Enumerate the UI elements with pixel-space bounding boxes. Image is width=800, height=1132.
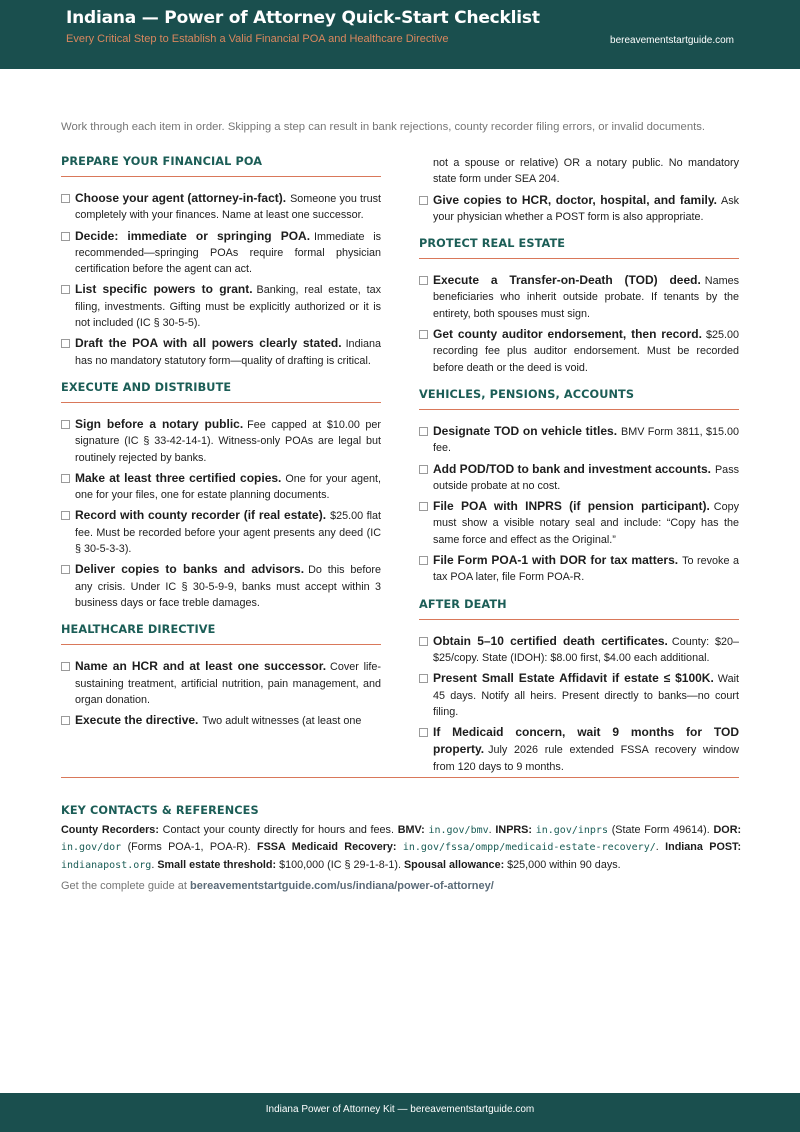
financial-items [61,190,381,369]
dor-label: DOR: [713,824,742,836]
checklist-item-title: Get county auditor endorsement, then record. [433,327,702,342]
checklist-item [419,272,739,322]
small-estate-text: $100,000 (IC § 29-1-8-1). [279,858,401,871]
spousal-label: Spousal allowance: [403,858,505,871]
section-heading-healthcare: HEALTHCARE DIRECTIVE [61,623,381,645]
checklist-item-description: Copy must show a visible notary seal and include: “Copy has the same force and effect as the Original.” [433,501,739,546]
after-death-items [419,633,739,775]
post-label: Indiana POST: [665,841,742,854]
bmv-label: BMV: [397,824,425,836]
section-heading-real-estate: PROTECT REAL ESTATE [419,237,739,259]
checklist-item [61,712,381,729]
checklist-item-description: Wait 45 days. Notify all heirs. Present directly to banks—no court filing. [433,673,739,718]
page-subtitle: Every Critical Step to Establish a Valid Financial POA and Healthcare Directive [66,33,449,45]
checklist-item [61,507,381,557]
section-divider [61,777,739,778]
checkbox-icon[interactable] [419,556,428,565]
checkbox-icon[interactable] [61,662,70,671]
checklist-item-title: Make at least three certified copies. [75,470,282,485]
checklist-item-description: BMV Form 3811, $15.00 fee. [433,425,740,455]
real-estate-items [419,272,739,376]
checklist-item-title: Execute the directive. [75,713,199,728]
checklist-item [419,724,739,775]
small-estate-label: Small estate threshold: [157,858,277,871]
contacts-text: County Recorders: Contact your county directly for hours and fees. BMV: in.gov/bmv. INPRS: in.gov/inprs (State Form 49614). DOR: in.gov/dor (Forms POA-1, POA-R). FSSA Medicaid Recovery: in.gov/fssa/ompp/medicaid-estate-recovery/. Indiana POST: indianapost.org. Small estate threshold: $100,000 (IC § 29-1-8-1). Spousal allowance: $25,000 within 90 days. [61,824,742,871]
checklist-item-title: Present Small Estate Affidavit if estate ≤ $100K. [433,671,714,686]
checkbox-icon[interactable] [61,339,70,348]
fssa-link[interactable]: in.gov/fssa/ompp/medicaid-estate-recovery/ [402,842,656,854]
checklist-item-description: One for your agent, one for your files, one for estate planning documents. [75,472,381,502]
checklist-item [419,423,739,457]
checkbox-icon[interactable] [419,427,428,436]
guide-line [61,880,741,892]
header-site-link[interactable]: bereavementstartguide.com [610,35,734,46]
checkbox-icon[interactable] [419,674,428,683]
page-footer: Indiana Power of Attorney Kit — bereavementstartguide.com [0,1093,800,1132]
checklist-item-description: Ask your physician whether a POST form is also appropriate. [433,194,739,223]
section-heading-vehicles: VEHICLES, PENSIONS, ACCOUNTS [419,388,739,410]
checkbox-icon[interactable] [61,232,70,241]
execute-items [61,416,381,611]
checklist-item-description: $25.00 flat fee. Must be recorded before your agent presents any deed (IC § 30-5-3-3). [75,510,381,556]
checkbox-icon[interactable] [61,420,70,429]
checklist-item-description: July 2026 rule extended FSSA recovery window from 120 days to 9 months. [433,744,739,773]
checklist-item [61,335,381,369]
bmv-link[interactable]: in.gov/bmv [428,825,489,836]
checklist-item-title: Add POD/TOD to bank and investment accounts. [433,461,711,476]
checklist-item-title: Name an HCR and at least one successor. [75,659,327,674]
page-header [0,0,800,69]
checklist-item [419,498,739,548]
checklist-item [61,281,381,331]
contacts-section [61,804,741,892]
checklist-item-description: Banking, real estate, tax filing, investments. Gifting must be explicitly authorized or it is not included (IC § 30-5-5). [75,284,381,330]
checklist-item-title: Record with county recorder (if real estate). [75,508,327,523]
checklist-item-title: Give copies to HCR, doctor, hospital, and family. [433,192,717,207]
checkbox-icon[interactable] [61,194,70,203]
checklist-item-title: File POA with INPRS (if pension participant). [433,499,710,514]
checklist-item-title: Execute a Transfer-on-Death (TOD) deed. [433,273,701,288]
inprs-label: INPRS: [495,824,532,836]
section-heading-after-death: AFTER DEATH [419,598,739,620]
checklist-item [61,228,381,278]
checklist-item [61,416,381,466]
checklist-item [61,470,381,504]
checklist-item-title: If Medicaid concern, wait 9 months for TOD property. [433,725,739,757]
left-column [61,155,381,733]
vehicles-items [419,423,739,586]
county-text: Contact your county directly for hours and fees. [162,824,394,836]
spousal-text: $25,000 within 90 days. [507,858,621,871]
checkbox-icon[interactable] [61,474,70,483]
checkbox-icon[interactable] [61,716,70,725]
checkbox-icon[interactable] [61,565,70,574]
checklist-item-description: Cover life-sustaining treatment, artificial nutrition, pain management, and organ donation. [75,661,381,706]
checklist-item [61,561,381,611]
checklist-item-description: $25.00 recording fee plus auditor endorsement. Must be recorded before death or the deed is void. [433,329,739,374]
checklist-item-title: Decide: immediate or springing POA. [75,228,311,243]
checkbox-icon[interactable] [61,511,70,520]
checkbox-icon[interactable] [419,196,428,205]
checklist-item [419,192,739,226]
fssa-label: FSSA Medicaid Recovery: [257,841,397,854]
checklist-item [419,633,739,667]
checklist-item-title: Choose your agent (attorney-in-fact). [75,191,287,205]
checklist-item [419,461,739,495]
dor-link[interactable]: in.gov/dor [61,842,122,854]
checkbox-icon[interactable] [419,728,428,737]
checkbox-icon[interactable] [419,465,428,474]
checklist-item-title: Draft the POA with all powers clearly stated. [75,336,342,351]
checkbox-icon[interactable] [419,502,428,511]
checklist-item [61,658,381,708]
checklist-item [419,670,739,720]
checklist-item-title: Sign before a notary public. [75,416,244,431]
checklist-item-description: Two adult witnesses (at least one [202,715,362,728]
healthcare-items-after [419,192,739,226]
checklist-item [61,190,381,224]
checklist-item-description: Names beneficiaries who inherit outside probate. If tenants by the entirety, both spouses must sign. [433,275,739,320]
contacts-heading: KEY CONTACTS & REFERENCES [61,804,259,817]
healthcare-items [61,658,381,729]
checkbox-icon[interactable] [419,276,428,285]
inprs-note: (State Form 49614). [611,824,710,836]
checklist-item-title: File Form POA-1 with DOR for tax matters. [433,553,679,568]
checklist-item-description: Do this before any crisis. Under IC § 30-5-9-9, banks must accept within 3 business days or face treble damages. [75,564,382,609]
checklist-item-title: Obtain 5–10 certified death certificates. [433,633,668,648]
checklist-item [419,326,739,376]
intro-text: Work through each item in order. Skipping a step can result in bank rejections, county recorder filing errors, or invalid documents. [61,121,706,133]
section-heading-execute: EXECUTE AND DISTRIBUTE [61,381,381,403]
checklist-item-description: Pass outside probate at no cost. [433,463,739,492]
checklist-item-description: Indiana has no mandatory statutory form—quality of drafting is critical. [75,338,381,367]
checklist-item-description: Someone you trust completely with your finances. Name at least one successor. [75,193,381,222]
checkbox-icon[interactable] [61,285,70,294]
checklist-item-title: List specific powers to grant. [75,282,253,297]
checklist-item-title: Designate TOD on vehicle titles. [433,423,618,438]
checklist-item [419,552,739,586]
county-label: County Recorders: [61,824,159,836]
checkbox-icon[interactable] [419,330,428,339]
checklist-item-description: Fee capped at $10.00 per signature (IC § 33-42-14-1). Witness-only POAs are legal but routinely rejected by banks. [75,418,381,464]
guide-link[interactable]: bereavementstartguide.com/us/indiana/power-of-attorney/ [190,879,494,892]
checkbox-icon[interactable] [419,637,428,646]
checklist-item-description: To revoke a tax POA later, file Form POA-R. [433,555,739,584]
healthcare-continuation: not a spouse or relative) OR a notary public. No mandatory state form under SEA 204. [433,157,739,186]
checklist-item-description: County: $20–$25/copy. State (IDOH): $8.00 first, $4.00 each additional. [433,635,740,664]
inprs-link[interactable]: in.gov/inprs [535,825,608,836]
section-heading-financial: PREPARE YOUR FINANCIAL POA [61,155,381,177]
guide-prefix: Get the complete guide at [61,879,187,892]
page-title: Indiana — Power of Attorney Quick-Start Checklist [66,8,540,28]
checklist-item-title: Deliver copies to banks and advisors. [75,562,305,577]
dor-note: (Forms POA-1, POA-R). [127,841,251,854]
checklist-item-description: Immediate is recommended—springing POAs require formal physician certification before the agent can act. [75,230,381,276]
post-link[interactable]: indianapost.org [61,859,152,871]
right-column [419,155,739,779]
